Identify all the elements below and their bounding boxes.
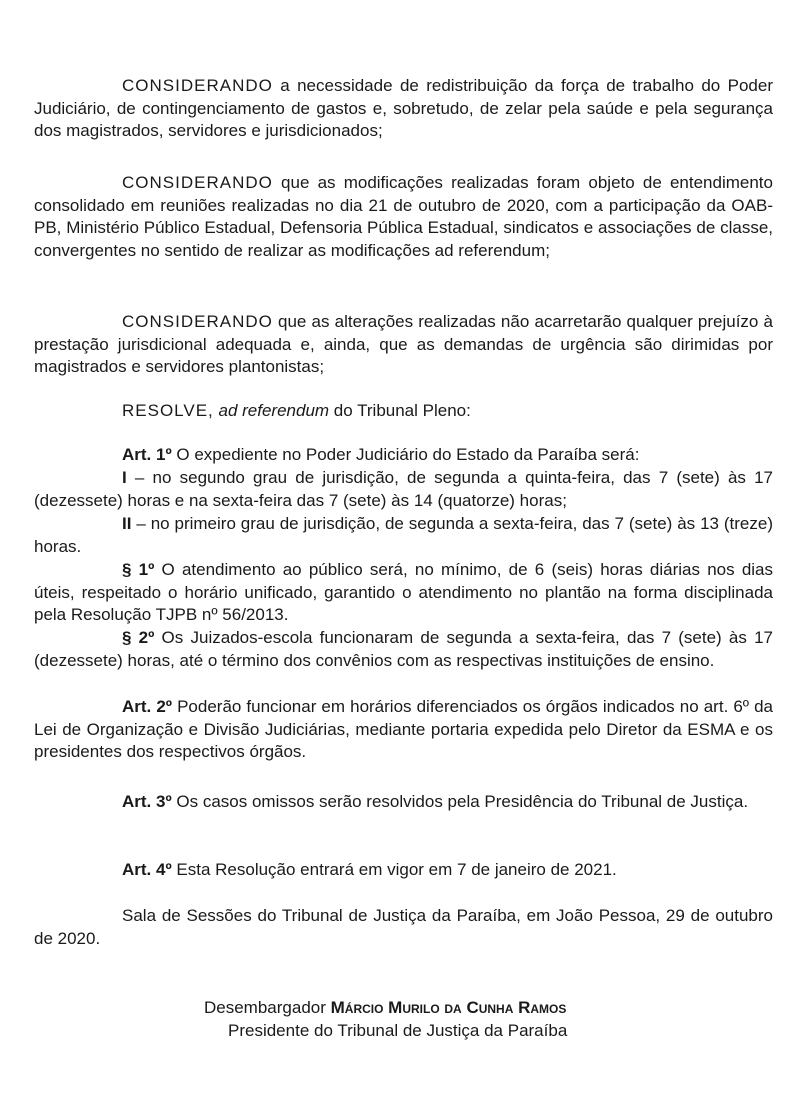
considerando-keyword: CONSIDERANDO [122,312,273,331]
art1-paragrafo-2 [34,627,773,672]
art2-label: Art. 2º [122,697,173,716]
signature-name: Márcio Murilo da Cunha Ramos [330,998,567,1017]
considerando-text: que as modificações realizadas foram objeto de entendimento consolidado em reuniões realizadas no dia 21 de outubro de 2020, com a participação da OAB-PB, Ministério Público Estadual, Defensoria Pública Estadual, sindicatos e associações de classe, convergentes no sentido de realizar as modificações ad referendum; [34,173,773,260]
considerando-1 [34,75,773,143]
considerando-2 [34,172,773,262]
considerando-3 [34,311,773,379]
art1-inciso-2 [34,513,773,558]
art1-label: Art. 1º [122,445,172,464]
resolve-italic: ad referendum [213,401,330,420]
paragrafo-label: § 2º [122,628,155,647]
considerando-text: a necessidade de redistribuição da força de trabalho do Poder Judiciário, de contingenciamento de gastos e, sobretudo, de zelar pela saúde e pela segurança dos magistrados, servidores e jurisdicionados; [34,76,773,141]
resolve-line [34,400,773,423]
inciso-text: – no segundo grau de jurisdição, de segunda a quinta-feira, das 7 (sete) às 17 (dezessete) horas e na sexta-feira das 7 (sete) às 14 (quatorze) horas; [34,468,773,510]
paragrafo-label: § 1º [122,560,155,579]
art1-caput [34,444,773,467]
resolve-text: do Tribunal Pleno: [329,401,471,420]
inciso-label: I [122,468,127,487]
art3-text: Os casos omissos serão resolvidos pela Presidência do Tribunal de Justiça. [171,792,749,811]
art1-inciso-1 [34,467,773,512]
signature-name-line [204,997,566,1020]
considerando-keyword: CONSIDERANDO [122,76,273,95]
considerando-keyword: CONSIDERANDO [122,173,273,192]
signature-title: Desembargador [204,998,331,1017]
art4 [34,859,773,882]
closing-line: Sala de Sessões do Tribunal de Justiça da Paraíba, em João Pessoa, 29 de outubro de 2020. [34,906,773,948]
art2 [34,696,773,764]
paragrafo-text: Os Juizados-escola funcionaram de segunda a sexta-feira, das 7 (sete) às 17 (dezessete) horas, até o término dos convênios com as respectivas instituições de ensino. [34,628,773,670]
considerando-text: que as alterações realizadas não acarretarão qualquer prejuízo à prestação jurisdicional adequada e, ainda, que as demandas de urgência são dirimidas por magistrados e servidores plantonistas; [34,312,773,377]
art1-text: O expediente no Poder Judiciário do Estado da Paraíba será: [171,445,640,464]
art4-label: Art. 4º [122,860,172,879]
inciso-label: II [122,514,132,533]
signature-role: Presidente do Tribunal de Justiça da Paraíba [228,1021,568,1040]
inciso-text: – no primeiro grau de jurisdição, de segunda a sexta-feira, das 7 (sete) às 13 (treze) horas. [34,514,773,556]
resolve-keyword: RESOLVE, [122,401,214,420]
art4-text: Esta Resolução entrará em vigor em 7 de janeiro de 2021. [171,860,617,879]
art3 [34,791,773,814]
art3-label: Art. 3º [122,792,172,811]
art1-paragrafo-1 [34,559,773,627]
paragrafo-text: O atendimento ao público será, no mínimo, de 6 (seis) horas diárias nos dias úteis, respeitado o horário unificado, garantido o atendimento no plantão na forma disciplinada pela Resolução TJPB nº 56/2013. [34,560,774,625]
art2-text: Poderão funcionar em horários diferenciados os órgãos indicados no art. 6º da Lei de Organização e Divisão Judiciárias, mediante portaria expedida pelo Diretor da ESMA e os presidentes dos respectivos órgãos. [34,697,773,762]
